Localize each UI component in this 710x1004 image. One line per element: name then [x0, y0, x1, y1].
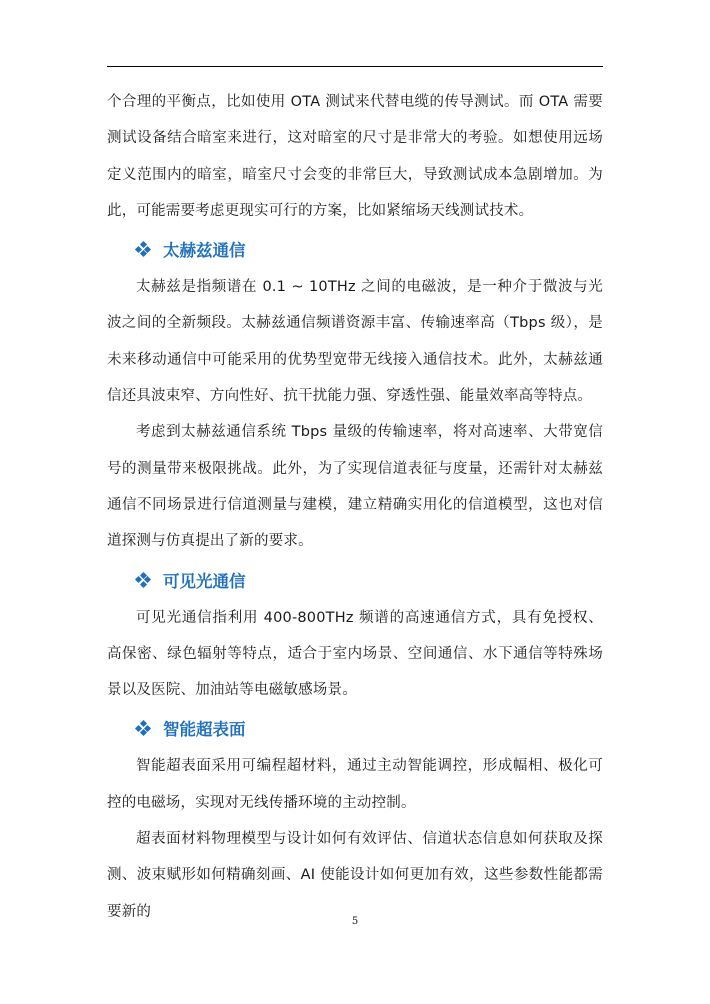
diamond-bullet-icon [136, 721, 150, 735]
diamond-bullet-icon [136, 573, 150, 587]
section-heading-label: 可见光通信 [163, 571, 246, 591]
body-paragraph: 考虑到太赫兹通信系统 Tbps 量级的传输速率，将对高速率、大带宽信号的测量带来极限挑战。此外，为了实现信道表征与度量，还需针对太赫兹通信不同场景进行信道测量与建模，建立精确实用化的信道模型，这也对信道探测与仿真提出了新的要求。 [107, 424, 603, 550]
body-paragraph: 个合理的平衡点，比如使用 OTA 测试来代替电缆的传导测试。而 OTA 需要测试设备结合暗室来进行，这对暗室的尺寸是非常大的考验。如想使用远场定义范围内的暗室，暗室尺寸会变的非常巨大，导致测试成本急剧增加。为此，可能需要考虑更现实可行的方案，比如紧缩场天线测试技术。 [107, 94, 603, 219]
section-heading-metasurface [107, 708, 603, 748]
page-number: 5 [351, 916, 359, 927]
section-heading-label: 智能超表面 [163, 720, 246, 740]
section-heading-terahertz [107, 229, 603, 269]
body-paragraph: 可见光通信指利用 400-800THz 频谱的高速通信方式，具有免授权、高保密、绿色辐射等特点，适合于室内场景、空间通信、水下通信等特殊场景以及医院、加油站等电磁敏感场景。 [107, 609, 603, 699]
diamond-bullet-icon [136, 242, 150, 256]
body-paragraph: 太赫兹是指频谱在 0.1 ~ 10THz 之间的电磁波，是一种介于微波与光波之间的全新频段。太赫兹通信频谱资源丰富、传输速率高（Tbps 级），是未来移动通信中可能采用的优势型宽带无线接入通信技术。此外，太赫兹通信还具波束窄、方向性好、抗干扰能力强、穿透性强、能量效率高等特点。 [107, 279, 603, 405]
header-rule [107, 66, 603, 67]
body-paragraph: 超表面材料物理模型与设计如何有效评估、信道状态信息如何获取及探测、波束赋形如何精确刻画、AI 使能设计如何更加有效，这些参数性能都需要新的 [107, 831, 603, 920]
section-heading-visible-light [107, 560, 603, 600]
section-heading-label: 太赫兹通信 [163, 241, 246, 261]
body-paragraph: 智能超表面采用可编程超材料，通过主动智能调控，形成幅相、极化可控的电磁场，实现对无线传播环境的主动控制。 [107, 758, 603, 811]
page-content [107, 84, 603, 930]
